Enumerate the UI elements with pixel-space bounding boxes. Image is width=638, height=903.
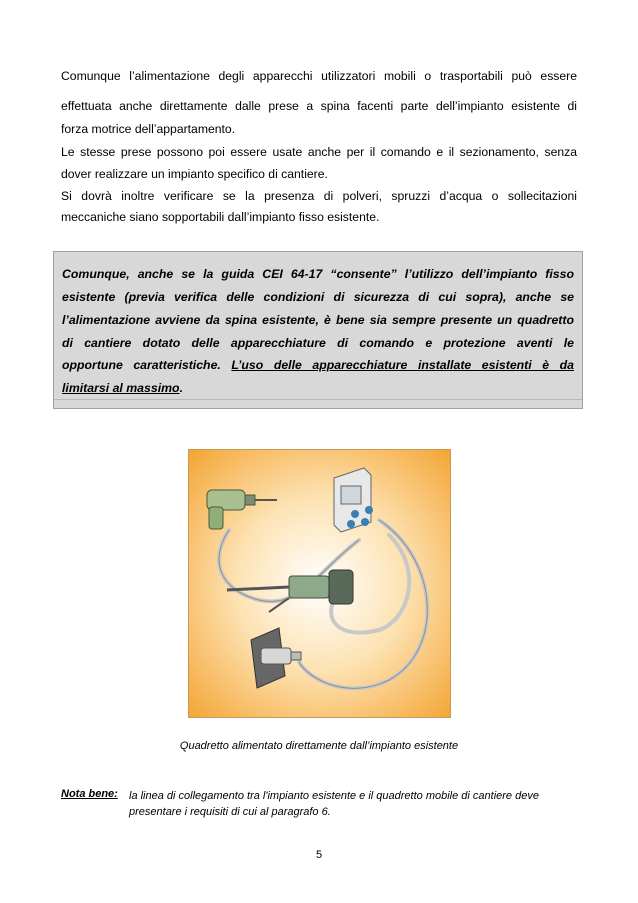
illustration-frame xyxy=(188,449,451,718)
box-line-4: di cantiere dotato delle apparecchiature di comando e protezione aventi le xyxy=(62,336,574,350)
box-line-5-underlined: L’uso delle apparecchiature installate esistenti è da xyxy=(231,358,574,372)
box-line-6-underlined: limitarsi al massimo xyxy=(62,381,180,395)
box-line-6 xyxy=(62,377,574,399)
illustration xyxy=(189,450,451,718)
page-number: 5 xyxy=(315,849,323,861)
box-line-1: Comunque, anche se la guida CEI 64-17 “consente” l’utilizzo dell’impianto fisso xyxy=(62,267,574,281)
distribution-panel-icon xyxy=(334,468,373,532)
box-line-6-end: . xyxy=(179,381,183,395)
note-line-1: la linea di collegamento tra l'impianto esistente e il quadretto mobile di cantiere deve xyxy=(129,790,539,802)
box-line-5-text: opportune caratteristiche. xyxy=(62,358,232,372)
body-line-6: Si dovrà inoltre verificare se la presenza di polveri, spruzzi d’acqua o sollecitazioni xyxy=(61,189,577,203)
body-line-7: meccaniche siano sopportabili dall’impianto fisso esistente. xyxy=(61,210,380,224)
body-line-3: forza motrice dell’appartamento. xyxy=(61,122,236,136)
body-line-1: Comunque l’alimentazione degli apparecchi utilizzatori mobili o trasportabili può essere xyxy=(61,69,577,83)
figure-caption: Quadretto alimentato direttamente dall’impianto esistente xyxy=(179,740,459,752)
note-line-2: presentare i requisiti di cui al paragrafo 6. xyxy=(129,806,331,818)
body-line-5: dover realizzare un impianto specifico di cantiere. xyxy=(61,167,328,181)
body-line-2: effettuata anche direttamente dalle prese a spina facenti parte dell’impianto esistente di xyxy=(61,99,577,113)
box-line-3: l’alimentazione avviene da spina esistente, è bene sia sempre presente un quadretto xyxy=(62,313,574,327)
body-line-4: Le stesse prese possono poi essere usate anche per il comando e il sezionamento, senza xyxy=(61,145,577,159)
box-line-5 xyxy=(62,354,574,376)
note-label: Nota bene: xyxy=(61,788,118,800)
box-line-2: esistente (previa verifica delle condizioni di sicurezza di cui sopra), anche se xyxy=(62,290,574,304)
highlight-box xyxy=(53,251,583,409)
box-divider xyxy=(54,399,582,400)
